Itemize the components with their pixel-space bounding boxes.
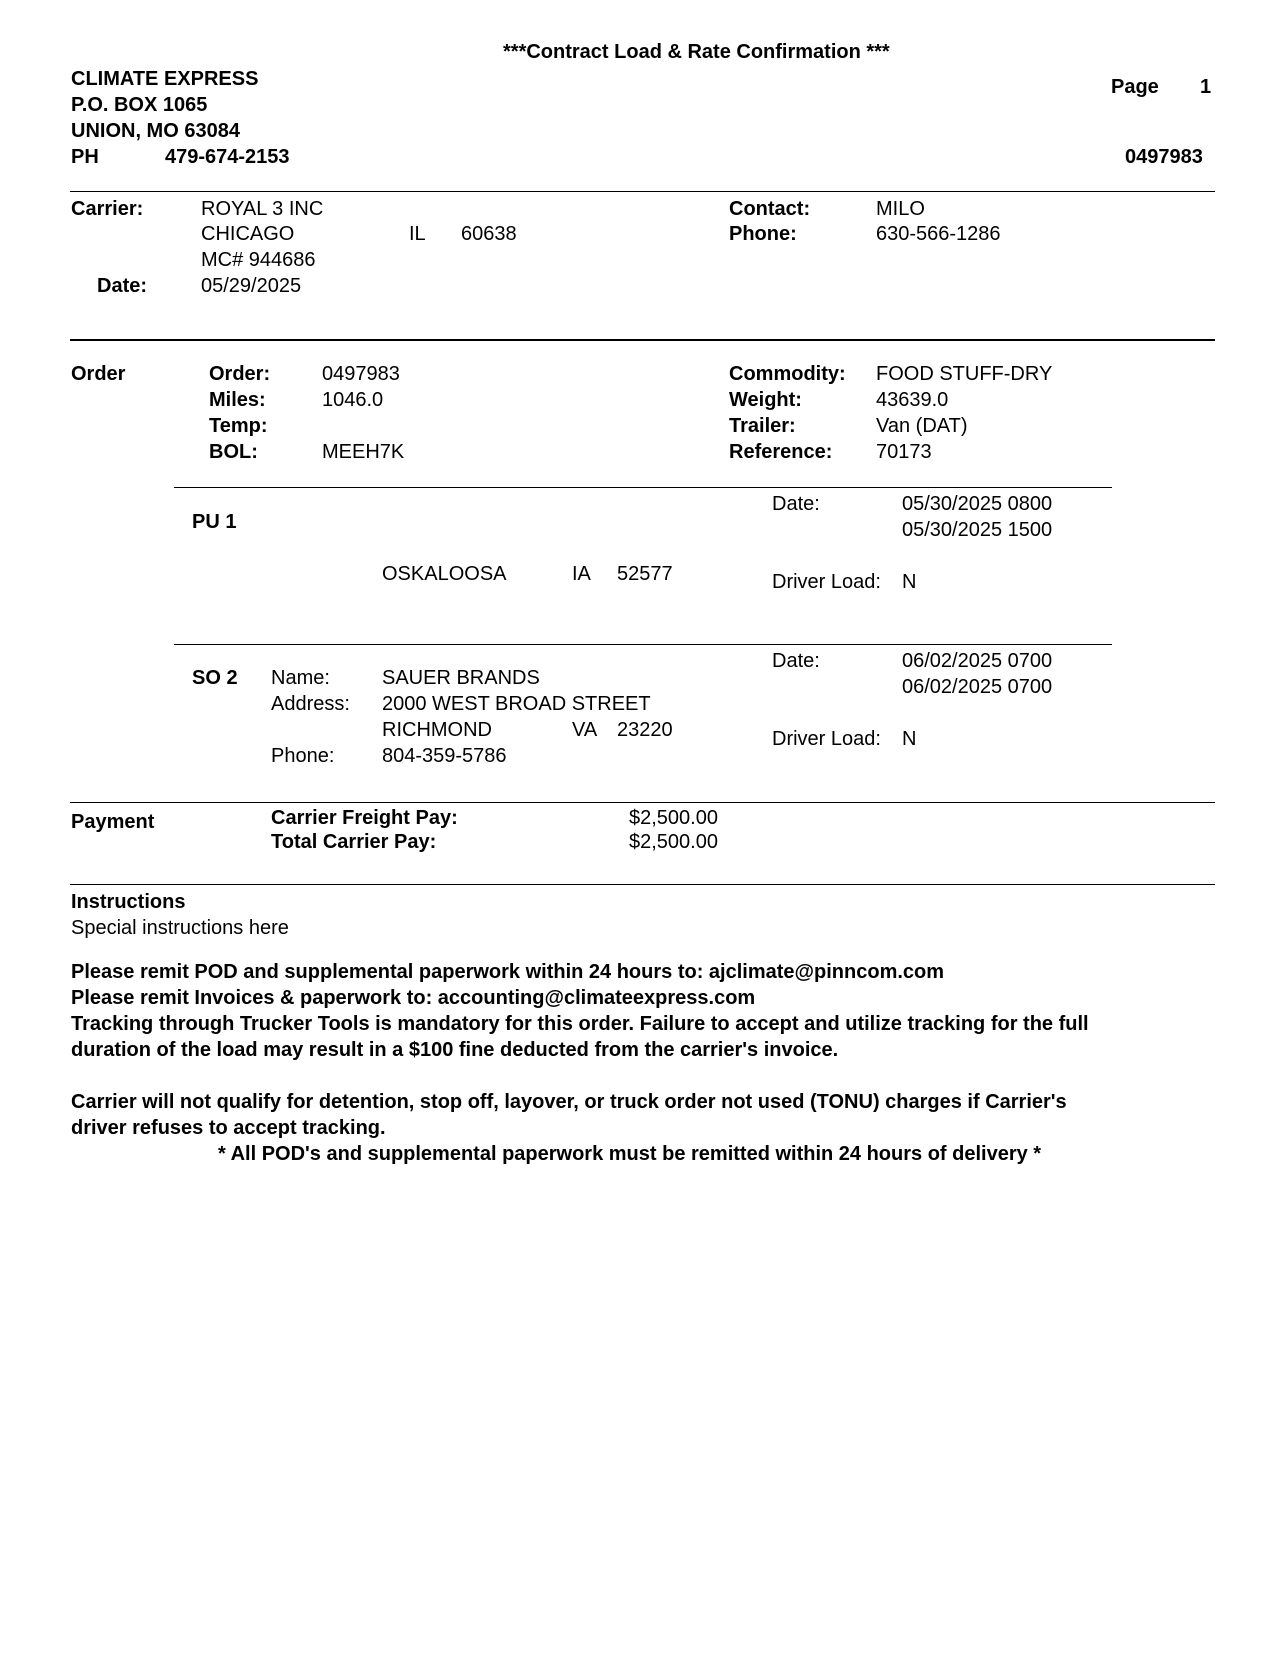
reference-label: Reference: [729,441,833,463]
instructions-heading: Instructions [71,891,186,913]
weight-value: 43639.0 [876,389,949,411]
order-number: 0497983 [322,363,400,385]
total-pay-label: Total Carrier Pay: [271,831,437,853]
instruction-pod-deadline: * All POD's and supplemental paperwork must be remitted within 24 hours of delivery * [218,1143,1042,1165]
trailer-value: Van (DAT) [876,415,968,437]
divider [174,644,1112,645]
reference-value: 70173 [876,441,932,463]
stop-name: SAUER BRANDS [382,667,540,689]
stop-date-start: 06/02/2025 0700 [902,650,1053,672]
special-instructions: Special instructions here [71,917,289,939]
instruction-detention-line2: driver refuses to accept tracking. [71,1117,386,1139]
company-phone-label: PH [71,146,99,168]
divider [70,802,1215,803]
commodity-label: Commodity: [729,363,846,385]
carrier-phone: 630-566-1286 [876,223,1001,245]
stop-driver-load: N [902,728,917,750]
pickup-date-label: Date: [772,493,820,515]
divider [174,487,1112,488]
document-title: ***Contract Load & Rate Confirmation *** [503,41,890,63]
carrier-label: Carrier: [71,198,144,220]
stop-driver-load-label: Driver Load: [772,728,881,750]
miles-label: Miles: [209,389,266,411]
page-number: 1 [1200,76,1212,98]
temp-label: Temp: [209,415,268,437]
carrier-city: CHICAGO [201,223,295,245]
stop-state: VA [572,719,598,741]
date-label: Date: [97,275,148,297]
instruction-invoice-remit: Please remit Invoices & paperwork to: accounting@climateexpress.com [71,987,756,1009]
divider [70,339,1215,341]
miles-value: 1046.0 [322,389,384,411]
bol-value: MEEH7K [322,441,405,463]
stop-phone-label: Phone: [271,745,335,767]
header-order-number: 0497983 [1125,146,1203,168]
pickup-date-start: 05/30/2025 0800 [902,493,1053,515]
pickup-label: PU 1 [192,511,237,533]
total-pay-amount: $2,500.00 [629,831,718,853]
carrier-zip: 60638 [461,223,517,245]
pickup-state: IA [572,563,591,585]
stop-address: 2000 WEST BROAD STREET [382,693,651,715]
instruction-pod-remit: Please remit POD and supplemental paperwork within 24 hours to: ajclimate@pinncom.com [71,961,945,983]
confirmation-date: 05/29/2025 [201,275,302,297]
trailer-label: Trailer: [729,415,796,437]
weight-label: Weight: [729,389,802,411]
stop-city: RICHMOND [382,719,492,741]
instruction-tracking-line1: Tracking through Trucker Tools is mandatory for this order. Failure to accept and utilize tracking for the full [71,1013,1089,1035]
commodity-value: FOOD STUFF-DRY [876,363,1053,385]
instruction-tracking-line2: duration of the load may result in a $100 fine deducted from the carrier's invoice. [71,1039,839,1061]
pickup-driver-load: N [902,571,917,593]
pickup-driver-load-label: Driver Load: [772,571,881,593]
stop-address-label: Address: [271,693,350,715]
order-section-label: Order [71,363,126,385]
pickup-zip: 52577 [617,563,673,585]
stop-phone: 804-359-5786 [382,745,507,767]
freight-pay-amount: $2,500.00 [629,807,718,829]
divider [70,884,1215,885]
company-address-line2: UNION, MO 63084 [71,120,240,142]
contact-name: MILO [876,198,925,220]
order-label: Order: [209,363,271,385]
stop-zip: 23220 [617,719,673,741]
stop-date-label: Date: [772,650,820,672]
stop-name-label: Name: [271,667,330,689]
pickup-date-end: 05/30/2025 1500 [902,519,1053,541]
carrier-mc-number: MC# 944686 [201,249,316,271]
contact-label: Contact: [729,198,811,220]
company-address-line1: P.O. BOX 1065 [71,94,208,116]
company-name: CLIMATE EXPRESS [71,68,259,90]
company-phone: 479-674-2153 [165,146,290,168]
stop-date-end: 06/02/2025 0700 [902,676,1053,698]
instruction-detention-line1: Carrier will not qualify for detention, stop off, layover, or truck order not used (TONU) charges if Carrier's [71,1091,1067,1113]
freight-pay-label: Carrier Freight Pay: [271,807,458,829]
payment-section-label: Payment [71,811,155,833]
stop-label: SO 2 [192,667,238,689]
page-label: Page [1111,76,1159,98]
carrier-state: IL [409,223,426,245]
carrier-name: ROYAL 3 INC [201,198,324,220]
carrier-phone-label: Phone: [729,223,797,245]
divider [70,191,1215,192]
bol-label: BOL: [209,441,258,463]
pickup-city: OSKALOOSA [382,563,507,585]
